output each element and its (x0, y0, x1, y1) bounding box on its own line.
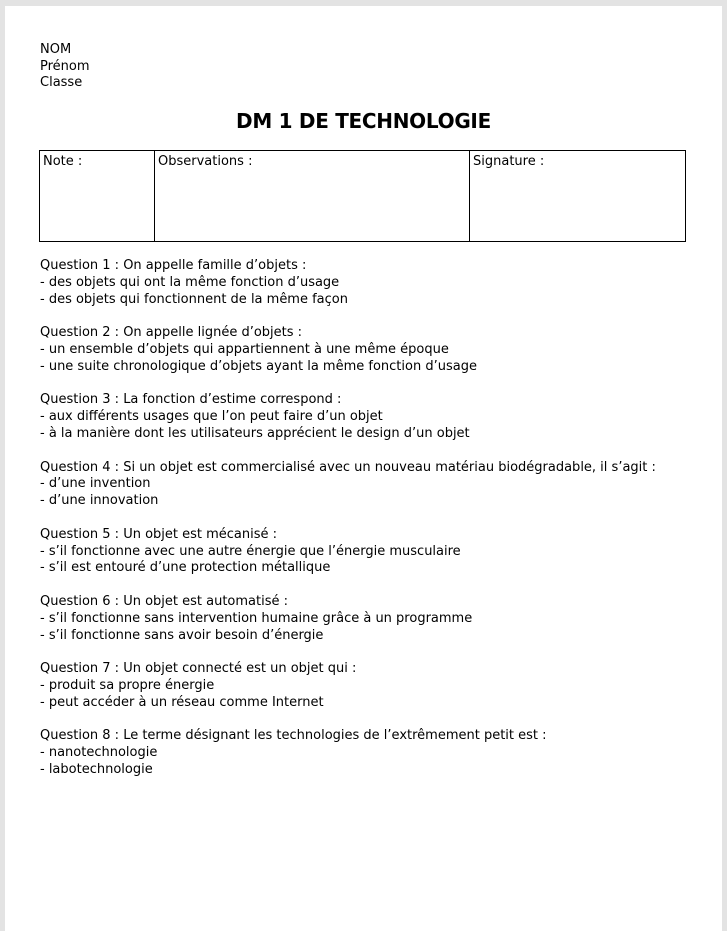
question-prompt: Question 5 : Un objet est mécanisé : (40, 526, 278, 542)
question-option: - nanotechnologie (40, 745, 158, 761)
prenom-label: Prénom (40, 58, 90, 74)
question-option: - labotechnologie (40, 761, 153, 777)
question-block (40, 527, 710, 577)
question-option: - à la manière dont les utilisateurs apprécient le design d’un objet (40, 425, 470, 441)
question-option: - s’il fonctionne sans avoir besoin d’énergie (40, 627, 324, 643)
question-block (40, 325, 710, 375)
grade-table (39, 150, 686, 242)
question-prompt: Question 8 : Le terme désignant les technologies de l’extrêmement petit est : (40, 728, 547, 744)
question-prompt: Question 1 : On appelle famille d’objets : (40, 258, 307, 273)
question-prompt: Question 7 : Un objet connecté est un objet qui : (40, 661, 357, 677)
question-option: - des objets qui fonctionnent de la même façon (40, 291, 348, 307)
question-prompt: Question 6 : Un objet est automatisé : (40, 593, 289, 609)
question-option: - produit sa propre énergie (40, 677, 215, 693)
question-prompt: Question 4 : Si un objet est commercialisé avec un nouveau matériau biodégradable, il s’agit : (40, 459, 656, 475)
student-identity-block (40, 42, 90, 92)
question-block (40, 258, 710, 308)
question-option: - peut accéder à un réseau comme Internet (40, 694, 324, 710)
question-block (40, 460, 710, 510)
question-option: - d’une innovation (40, 493, 159, 509)
signature-cell (470, 151, 686, 242)
question-block (40, 661, 710, 711)
question-block (40, 594, 710, 644)
observations-label: Observations : (158, 154, 253, 169)
document-page (5, 6, 722, 931)
question-option: - s’il fonctionne avec une autre énergie que l’énergie musculaire (40, 543, 461, 559)
note-label: Note : (43, 154, 83, 169)
nom-label: NOM (40, 42, 72, 57)
question-option: - aux différents usages que l’on peut faire d’un objet (40, 409, 383, 425)
question-option: - s’il fonctionne sans intervention humaine grâce à un programme (40, 610, 473, 626)
question-option: - un ensemble d’objets qui appartiennent à une même époque (40, 341, 449, 357)
question-block (40, 728, 710, 778)
question-prompt: Question 2 : On appelle lignée d’objets : (40, 325, 303, 341)
question-option: - une suite chronologique d’objets ayant la même fonction d’usage (40, 358, 477, 374)
observations-cell (155, 151, 470, 242)
questions-list (40, 258, 710, 796)
question-option: - s’il est entouré d’une protection métallique (40, 560, 331, 576)
classe-label: Classe (40, 75, 83, 90)
question-block (40, 392, 710, 442)
page-title: DM 1 DE TECHNOLOGIE (236, 109, 491, 133)
question-option: - des objets qui ont la même fonction d’usage (40, 274, 340, 290)
note-cell (40, 151, 155, 242)
question-option: - d’une invention (40, 476, 151, 492)
question-prompt: Question 3 : La fonction d’estime correspond : (40, 392, 342, 408)
signature-label: Signature : (473, 154, 545, 169)
